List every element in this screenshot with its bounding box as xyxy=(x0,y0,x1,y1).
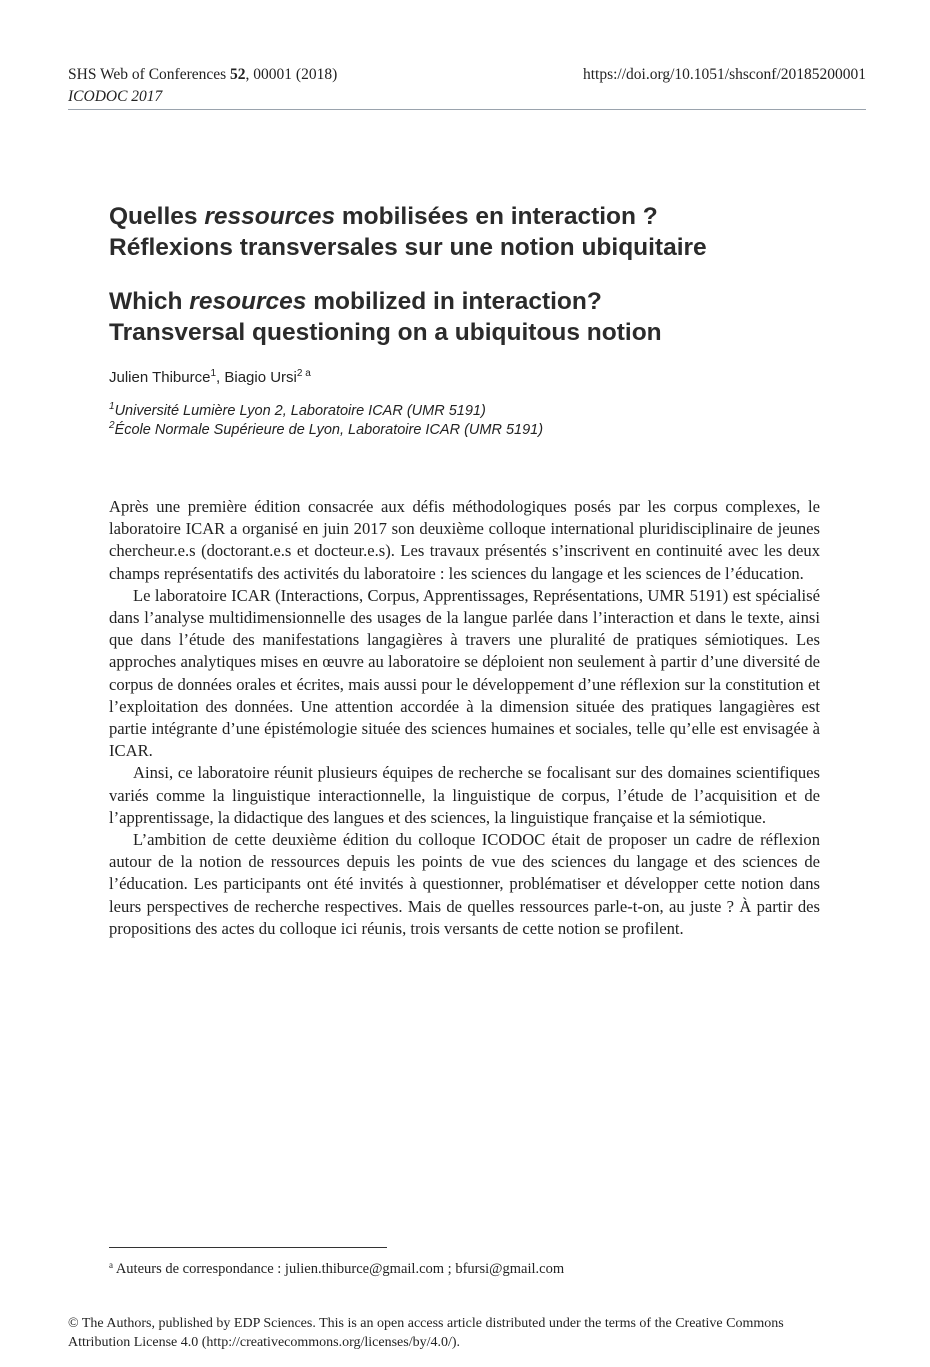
affiliation-list xyxy=(109,402,543,440)
license-notice: © The Authors, published by EDP Sciences. This is an open access article distributed under the terms of the Creative Commons Attribution License 4.0 (http://creativecommons.org/licenses/by/4.0/). xyxy=(68,1316,784,1350)
footnote: $^a$ Auteurs de correspondance : julien.thiburce@gmail.com ; bfursi@gmail.com xyxy=(109,1260,565,1277)
running-header xyxy=(68,64,866,108)
paragraph: Après une première édition consacrée aux défis méthodologiques posés par les corpus complexes, le laboratoire ICAR a organisé en juin 2017 son deuxième colloque international pluridisciplinaire de jeunes chercheur.e.s (doctorant.e.s et docteur.e.s). Les travaux présentés s’inscrivent en continuité avec les deux champs représentatifs des activités du laboratoire : les sciences du langage et les sciences de l’éducation. xyxy=(109,497,820,583)
paragraph: L’ambition de cette deuxième édition du colloque ICODOC était de proposer un cadre de réflexion autour de la notion de ressources depuis les points de vue des sciences du langage et des sciences de l’éducation. Les participants ont été invités à questionner, problématiser et développer cette notion dans leurs perspectives de recherche respectives. Mais de quelles ressources parle-t-on, au juste ? À partir des propositions des actes du colloque ici réunis, trois versants de cette notion se profilent. xyxy=(109,830,820,938)
body-text xyxy=(109,496,820,940)
header-divider xyxy=(68,109,866,110)
title-english: Which resources mobilized in interaction? Transversal questioning on a ubiquitous notion xyxy=(109,288,662,346)
doi-link[interactable]: https://doi.org/10.1051/shsconf/20185200001 xyxy=(582,66,866,83)
conference-name: ICODOC 2017 xyxy=(68,88,163,105)
title-french: Quelles ressources mobilisées en interaction ? Réflexions transversales sur une notion ubiquitaire xyxy=(109,203,707,261)
affiliation: $^1$Université Lumière Lyon 2, Laboratoire ICAR (UMR 5191) xyxy=(109,401,486,419)
paragraph: Ainsi, ce laboratoire réunit plusieurs équipes de recherche se focalisant sur des domaines scientifiques variés comme la linguistique interactionnelle, la linguistique de corpus, l’étude de l’acquisition et de l’apprentissage, la didactique des langues et des sciences, la linguistique française et la sémiotique. xyxy=(109,763,820,827)
affiliation: $^2$École Normale Supérieure de Lyon, Laboratoire ICAR (UMR 5191) xyxy=(109,420,544,438)
author-name: Biagio Ursi xyxy=(224,369,297,386)
volume-number: 52 xyxy=(230,66,246,83)
journal-citation: SHS Web of Conferences 52, 00001 (2018) xyxy=(68,66,338,83)
footnote-divider xyxy=(109,1247,387,1248)
paragraph: Le laboratoire ICAR (Interactions, Corpus, Apprentissages, Représentations, UMR 5191) est spécialisé dans l’analyse multidimensionnelle des usages de la langue parlée dans l’interaction et dans le texte, ainsi que dans l’étude des manifestations langagières à travers une pluralité de pratiques sémiotiques. Les approches analytiques mises en œuvre au laboratoire se déploient non seulement à partir d’une diversité de corpus de données orales et écrites, mais aussi pour le développement d’une réflexion sur la constitution et l’exploitation des données. Une attention accordée à la dimension située des pratiques langagières est partie intégrante d’une épistémologie située des sciences humaines et sociales, telle qu’elle est envisagée à ICAR. xyxy=(109,585,820,761)
author-name: Julien Thiburce xyxy=(109,369,211,386)
author-list: Julien Thiburce$^1$, Biagio Ursi$^{2 a}$ xyxy=(109,368,311,386)
